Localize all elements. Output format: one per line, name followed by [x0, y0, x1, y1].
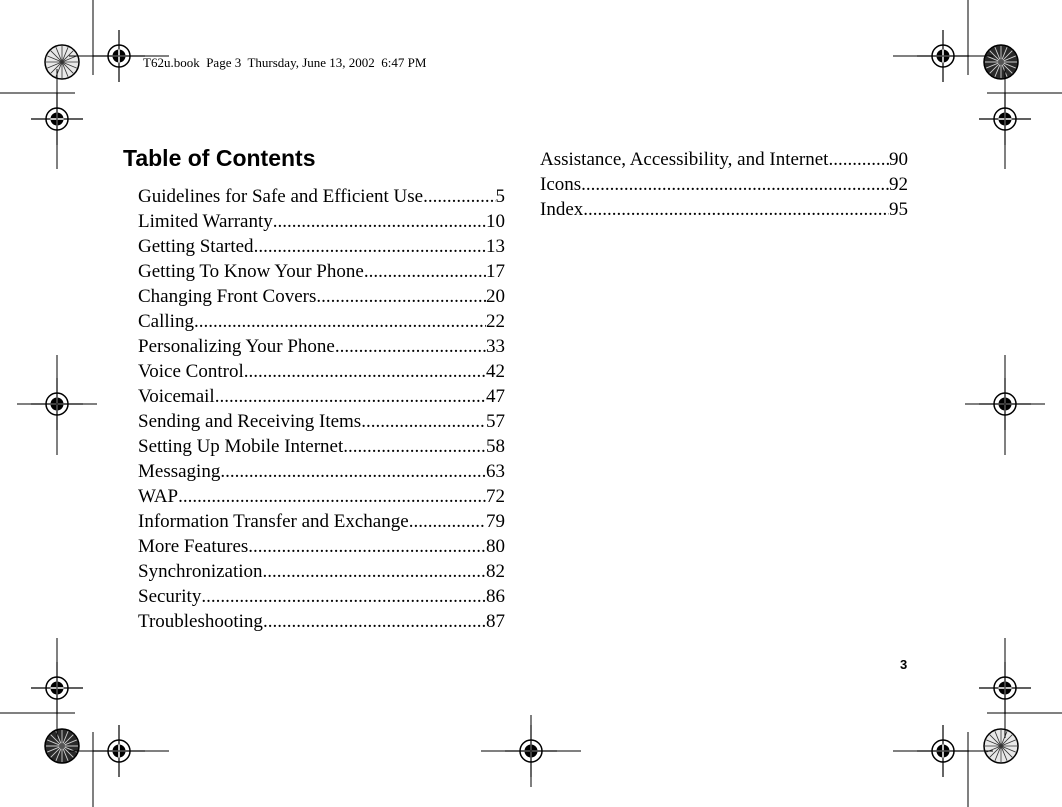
toc-leader-dots	[316, 284, 486, 309]
toc-leader-dots	[178, 484, 486, 509]
toc-entry-page: 79	[486, 511, 505, 532]
toc-entry-page: 86	[486, 586, 505, 607]
toc-entry-label: Assistance, Accessibility, and Internet	[540, 149, 829, 170]
star-target-icon	[984, 45, 1018, 79]
toc-entry-page: 95	[889, 199, 908, 220]
toc-entry[interactable]	[138, 484, 505, 509]
toc-entry[interactable]	[138, 259, 505, 284]
toc-entry-label: Setting Up Mobile Internet	[138, 436, 344, 457]
toc-entry-label: Voicemail	[138, 386, 215, 407]
toc-entry-page: 92	[889, 174, 908, 195]
toc-entry[interactable]	[138, 234, 505, 259]
toc-entry[interactable]	[138, 409, 505, 434]
toc-entry-label: Getting Started	[138, 236, 254, 257]
toc-entry-label: Information Transfer and Exchange	[138, 511, 409, 532]
toc-entry-page: 20	[486, 286, 505, 307]
toc-entry[interactable]	[138, 609, 505, 634]
toc-leader-dots	[254, 234, 486, 259]
toc-leader-dots	[423, 184, 495, 209]
toc-entry-page: 47	[486, 386, 505, 407]
toc-leader-dots	[248, 534, 486, 559]
toc-entry-label: WAP	[138, 486, 179, 507]
toc-leader-dots	[583, 197, 889, 222]
toc-entry-page: 80	[486, 536, 505, 557]
toc-entry-label: Index	[540, 199, 584, 220]
toc-entry[interactable]	[138, 384, 505, 409]
page-title: Table of Contents	[123, 145, 316, 171]
toc-entry-page: 5	[495, 186, 505, 207]
toc-entry-label: Limited Warranty	[138, 211, 273, 232]
toc-leader-dots	[194, 309, 486, 334]
toc-leader-dots	[335, 334, 486, 359]
toc-entry-page: 57	[486, 411, 505, 432]
book-header: T62u.book Page 3 Thursday, June 13, 2002 6:47 PM	[143, 55, 427, 70]
toc-entry-page: 90	[889, 149, 908, 170]
toc-leader-dots	[409, 509, 486, 534]
toc-leader-dots	[364, 259, 486, 284]
toc-entry[interactable]	[138, 559, 505, 584]
toc-leader-dots	[263, 609, 486, 634]
toc-leader-dots	[581, 172, 889, 197]
toc-entry[interactable]	[138, 309, 505, 334]
toc-entry-label: Getting To Know Your Phone	[138, 261, 364, 282]
star-target-icon	[984, 729, 1018, 763]
toc-entry-label: More Features	[138, 536, 249, 557]
toc-entry-page: 42	[486, 361, 505, 382]
toc-entry-label: Synchronization	[138, 561, 263, 582]
toc-entry[interactable]	[138, 359, 505, 384]
toc-leader-dots	[361, 409, 486, 434]
toc-entry-page: 22	[486, 311, 505, 332]
toc-leader-dots	[220, 459, 486, 484]
star-target-icon	[45, 729, 79, 763]
toc-entry-page: 17	[486, 261, 505, 282]
toc-entry-page: 58	[486, 436, 505, 457]
toc-entry-label: Security	[138, 586, 202, 607]
toc-entry[interactable]	[540, 147, 908, 172]
toc-entry[interactable]	[540, 197, 908, 222]
toc-entry[interactable]	[138, 184, 505, 209]
toc-entry[interactable]	[138, 459, 505, 484]
toc-entry[interactable]	[138, 534, 505, 559]
toc-entry-page: 63	[486, 461, 505, 482]
toc-entry-page: 13	[486, 236, 505, 257]
toc-entry-page: 72	[486, 486, 505, 507]
toc-leader-dots	[343, 434, 486, 459]
toc-entry-page: 82	[486, 561, 505, 582]
toc-entry-label: Guidelines for Safe and Efficient Use	[138, 186, 424, 207]
toc-list-left	[138, 184, 505, 634]
toc-entry-label: Voice Control	[138, 361, 244, 382]
toc-leader-dots	[263, 559, 486, 584]
toc-list-right	[540, 147, 908, 222]
toc-entry-label: Icons	[540, 174, 582, 195]
toc-entry-label: Messaging	[138, 461, 221, 482]
toc-entry-label: Changing Front Covers	[138, 286, 317, 307]
toc-entry[interactable]	[138, 209, 505, 234]
toc-entry-label: Personalizing Your Phone	[138, 336, 335, 357]
toc-leader-dots	[244, 359, 486, 384]
toc-entry-page: 33	[486, 336, 505, 357]
toc-entry[interactable]	[138, 434, 505, 459]
toc-entry-label: Sending and Receiving Items	[138, 411, 362, 432]
toc-entry-page: 87	[486, 611, 505, 632]
toc-entry[interactable]	[540, 172, 908, 197]
toc-leader-dots	[215, 384, 486, 409]
toc-entry[interactable]	[138, 584, 505, 609]
toc-entry[interactable]	[138, 284, 505, 309]
toc-leader-dots	[201, 584, 486, 609]
star-target-icon	[45, 45, 79, 79]
toc-entry-page: 10	[486, 211, 505, 232]
toc-leader-dots	[273, 209, 486, 234]
toc-entry-label: Calling	[138, 311, 194, 332]
toc-entry[interactable]	[138, 509, 505, 534]
toc-entry[interactable]	[138, 334, 505, 359]
toc-leader-dots	[828, 147, 889, 172]
page-number: 3	[900, 657, 908, 672]
toc-entry-label: Troubleshooting	[138, 611, 263, 632]
